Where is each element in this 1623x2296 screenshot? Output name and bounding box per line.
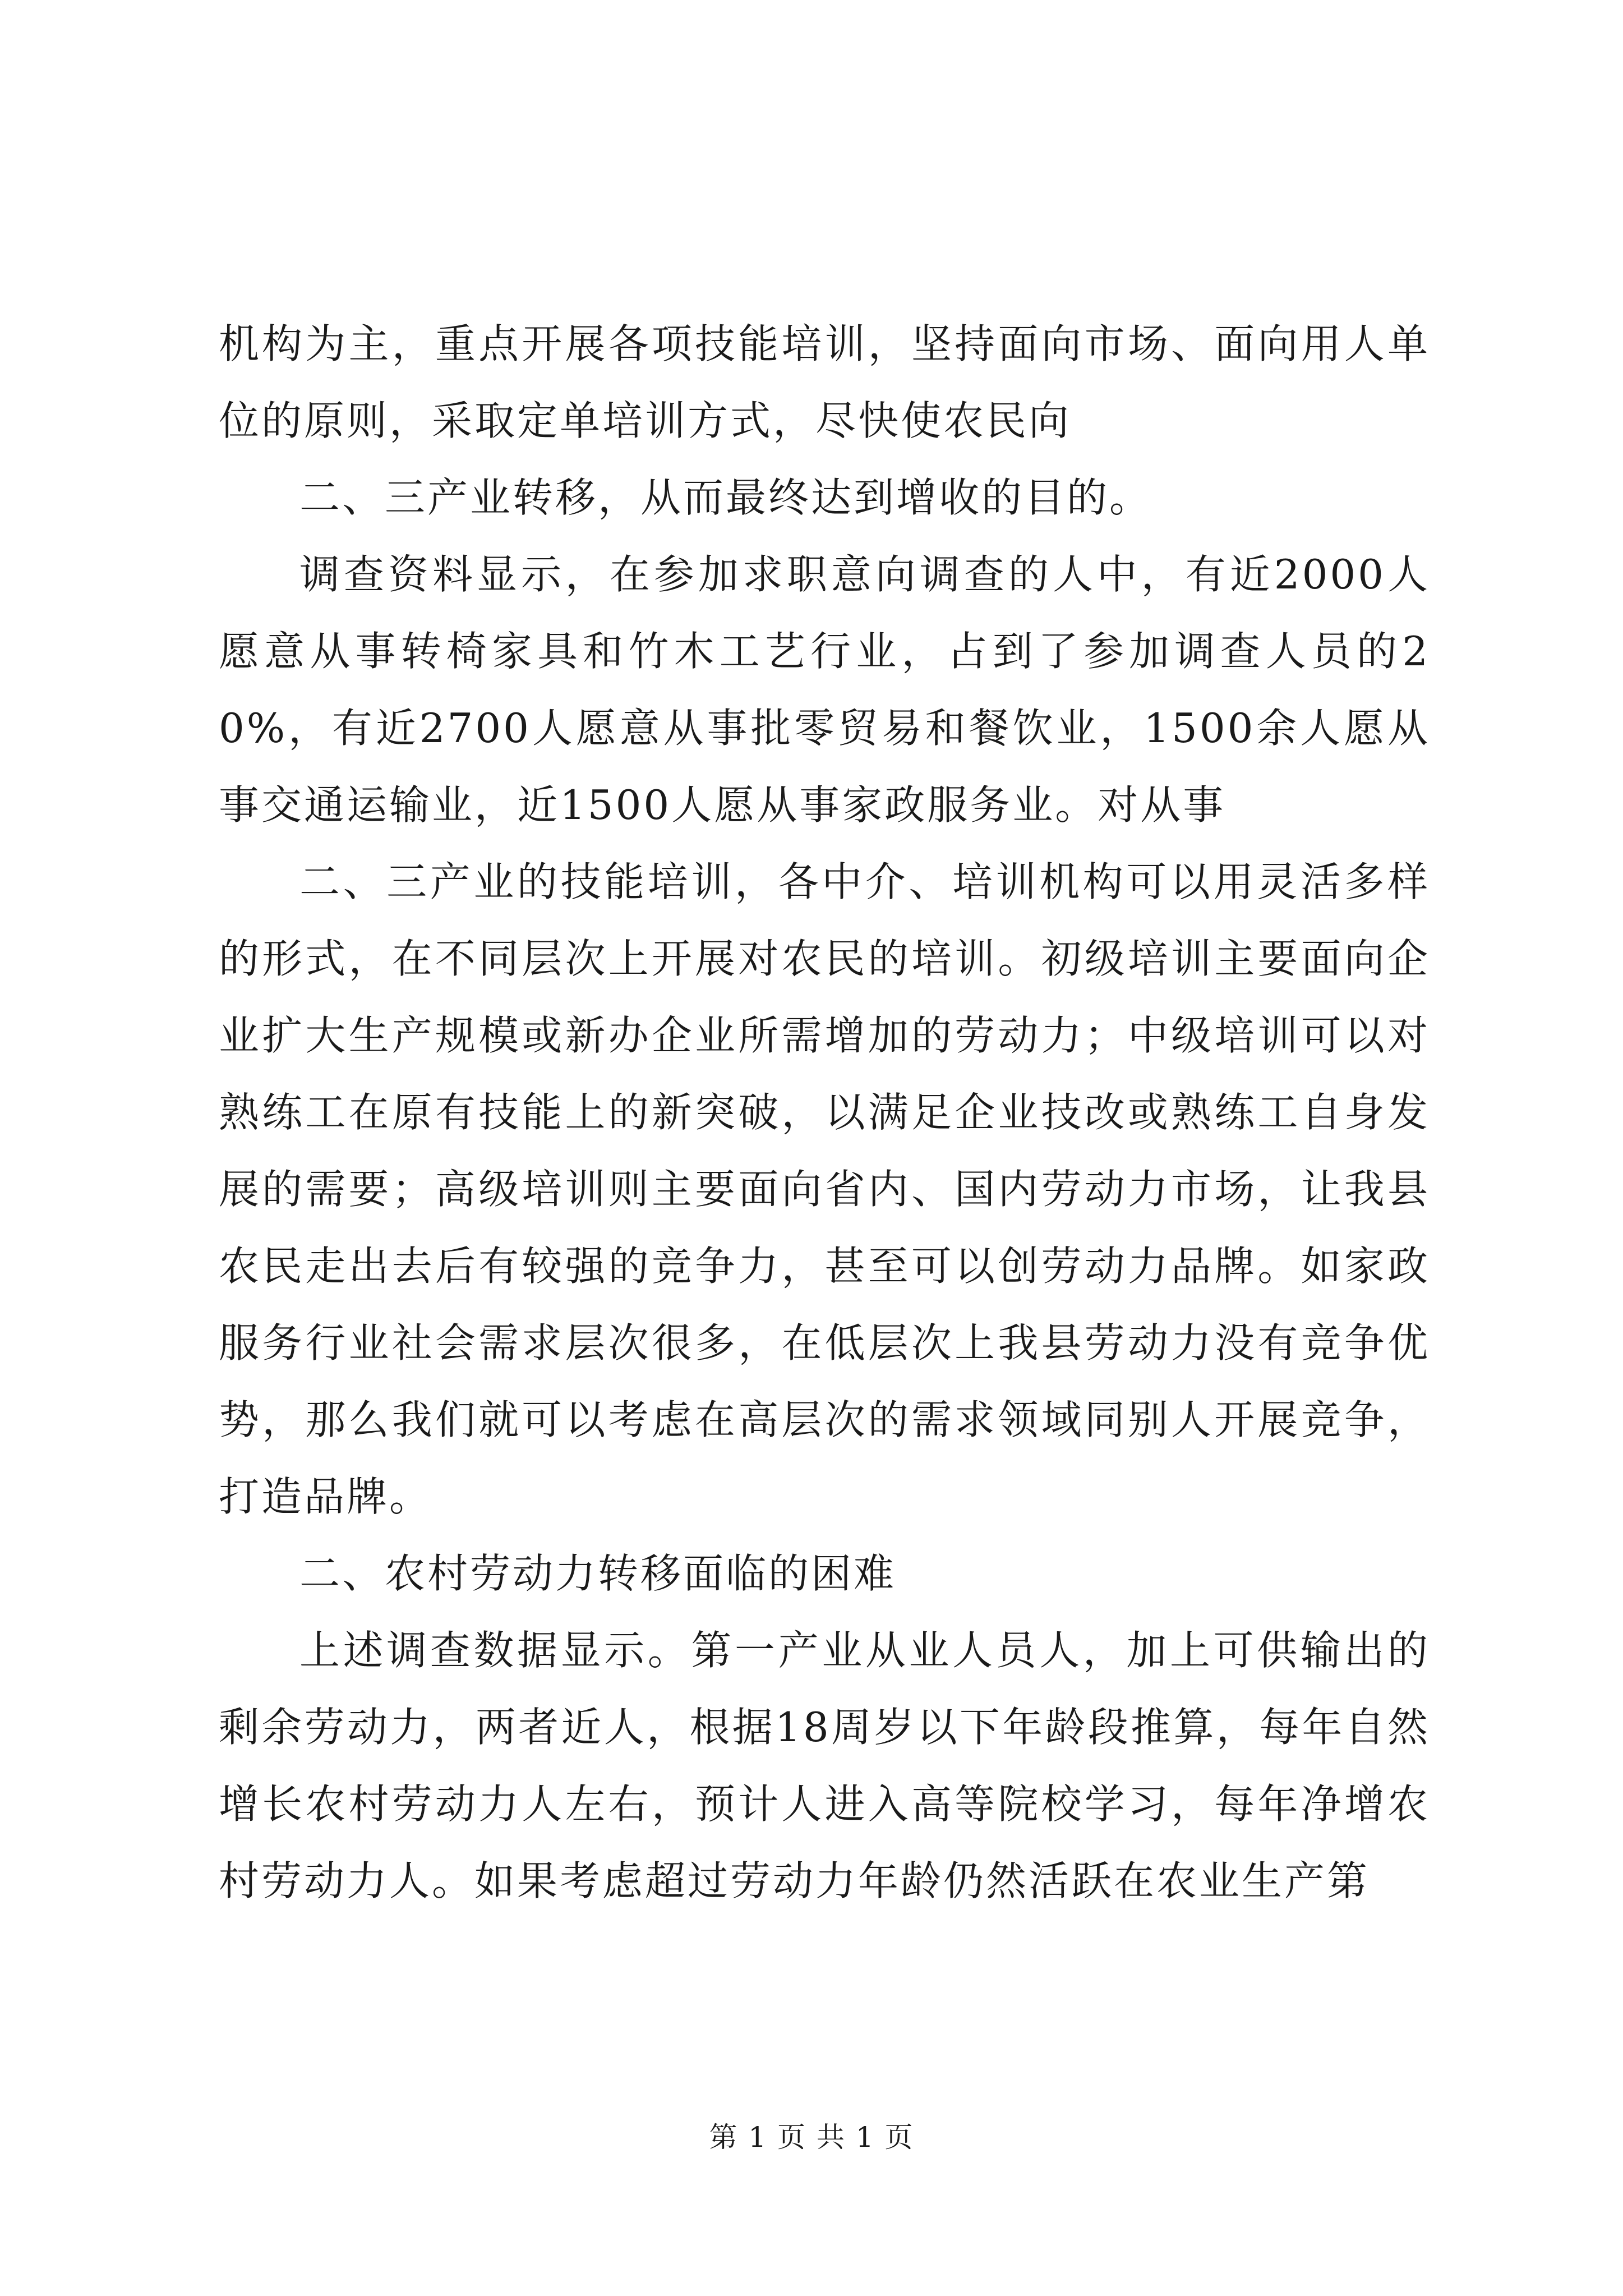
- paragraph-3: 调查资料显示，在参加求职意向调查的人中，有近2000人愿意从事转椅家具和竹木工艺行业，占到了参加调查人员的20%，有近2700人愿意从事批零贸易和餐饮业，1500余人愿从事交通运输业，近1500人愿从事家政服务业。对从事: [219, 551, 1430, 829]
- document-body: [219, 306, 1430, 1920]
- page-number-footer: 第 1 页 共 1 页: [709, 2121, 914, 2154]
- section-heading: 二、农村劳动力转移面临的困难: [299, 1550, 897, 1597]
- paragraph-2: 二、三产业转移，从而最终达到增收的目的。: [299, 474, 1152, 521]
- paragraph-1: 机构为主，重点开展各项技能培训，坚持面向市场、面向用人单位的原则，采取定单培训方式，尽快使农民向: [219, 320, 1430, 444]
- paragraph-6: 上述调查数据显示。第一产业从业人员人，加上可供输出的剩余劳动力，两者近人，根据18周岁以下年龄段推算，每年自然增长农村劳动力人左右，预计人进入高等院校学习，每年净增农村劳动力人。如果考虑超过劳动力年龄仍然活跃在农业生产第: [219, 1627, 1430, 1904]
- paragraph-4: 二、三产业的技能培训，各中介、培训机构可以用灵活多样的形式，在不同层次上开展对农民的培训。初级培训主要面向企业扩大生产规模或新办企业所需增加的劳动力；中级培训可以对熟练工在原有技能上的新突破，以满足企业技改或熟练工自身发展的需要；高级培训则主要面向省内、国内劳动力市场，让我县农民走出去后有较强的竞争力，甚至可以创劳动力品牌。如家政服务行业社会需求层次很多，在低层次上我县劳动力没有竞争优势，那么我们就可以考虑在高层次的需求领域同别人开展竞争，打造品牌。: [219, 858, 1430, 1520]
